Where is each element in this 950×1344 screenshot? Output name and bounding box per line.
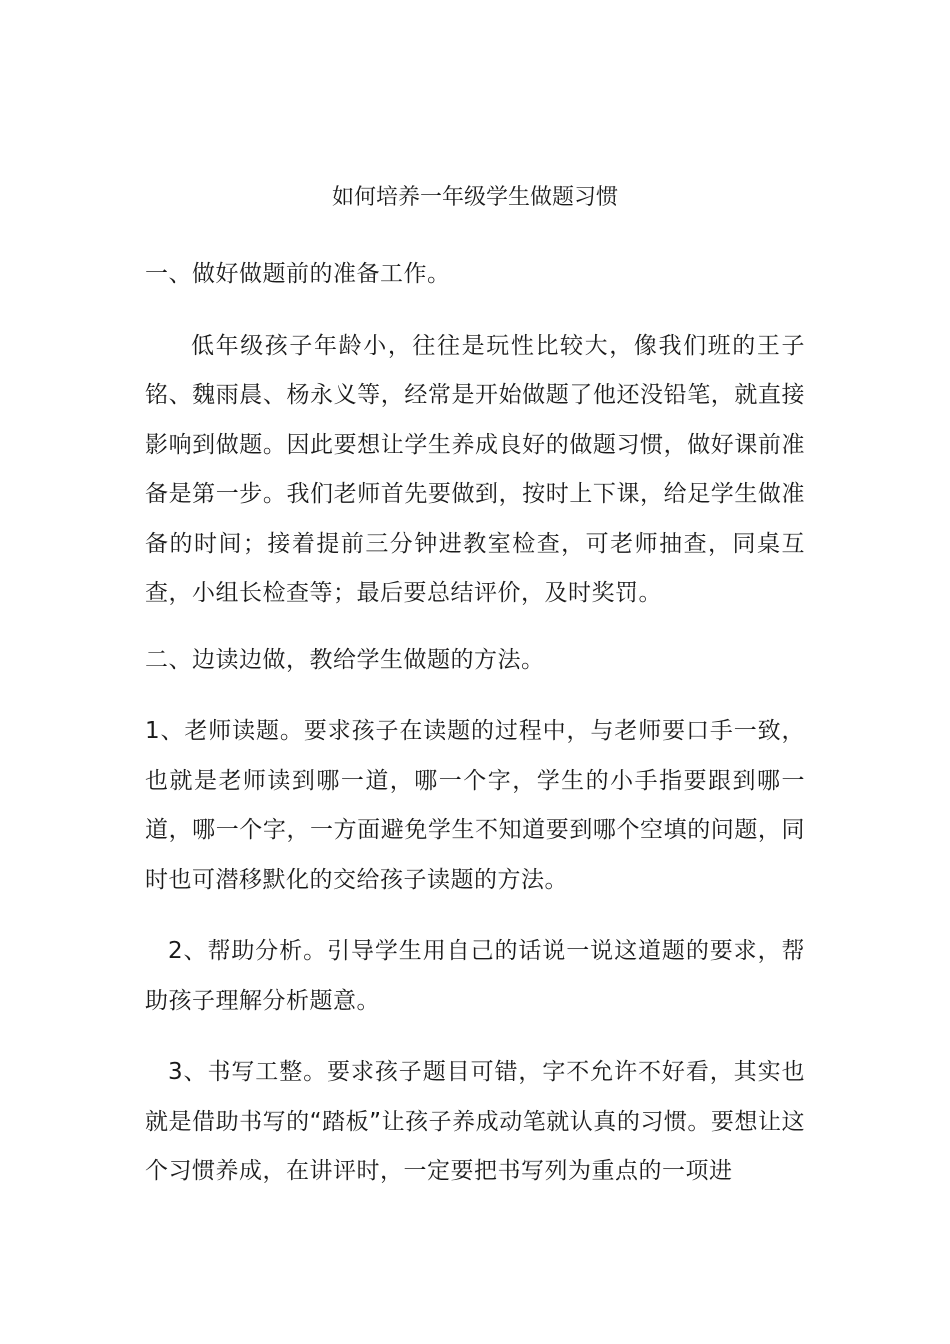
document-body xyxy=(145,250,805,1197)
section-1-paragraph: 低年级孩子年龄小，往往是玩性比较大，像我们班的王子铭、魏雨晨、杨永义等，经常是开始做题了他还没铅笔，就直接影响到做题。因此要想让学生养成良好的做题习惯，做好课前准备是第一步。我们老师首先要做到，按时上下课，给足学生做准备的时间；接着提前三分钟进教室检查，可老师抽查，同桌互查，小组长检查等；最后要总结评价，及时奖罚。 xyxy=(145,332,805,606)
document-title: 如何培养一年级学生做题习惯 xyxy=(331,185,618,210)
section-1-heading: 一、做好做题前的准备工作。 xyxy=(145,261,451,287)
list-item-3: 3、书写工整。要求孩子题目可错，字不允许不好看，其实也就是借助书写的“踏板”让孩子养成动笔就认真的习惯。要想让这个习惯养成，在讲评时，一定要把书写列为重点的一项进 xyxy=(145,1059,805,1184)
list-item-2: 2、帮助分析。引导学生用自己的话说一说这道题的要求，帮助孩子理解分析题意。 xyxy=(145,938,805,1014)
section-2-heading: 二、边读边做，教给学生做题的方法。 xyxy=(145,646,545,673)
list-item-1: 1、老师读题。要求孩子在读题的过程中，与老师要口手一致，也就是老师读到哪一道，哪一个字，学生的小手指要跟到哪一道，哪一个字，一方面避免学生不知道要到哪个空填的问题，同时也可潜移默化的交给孩子读题的方法。 xyxy=(145,718,805,893)
